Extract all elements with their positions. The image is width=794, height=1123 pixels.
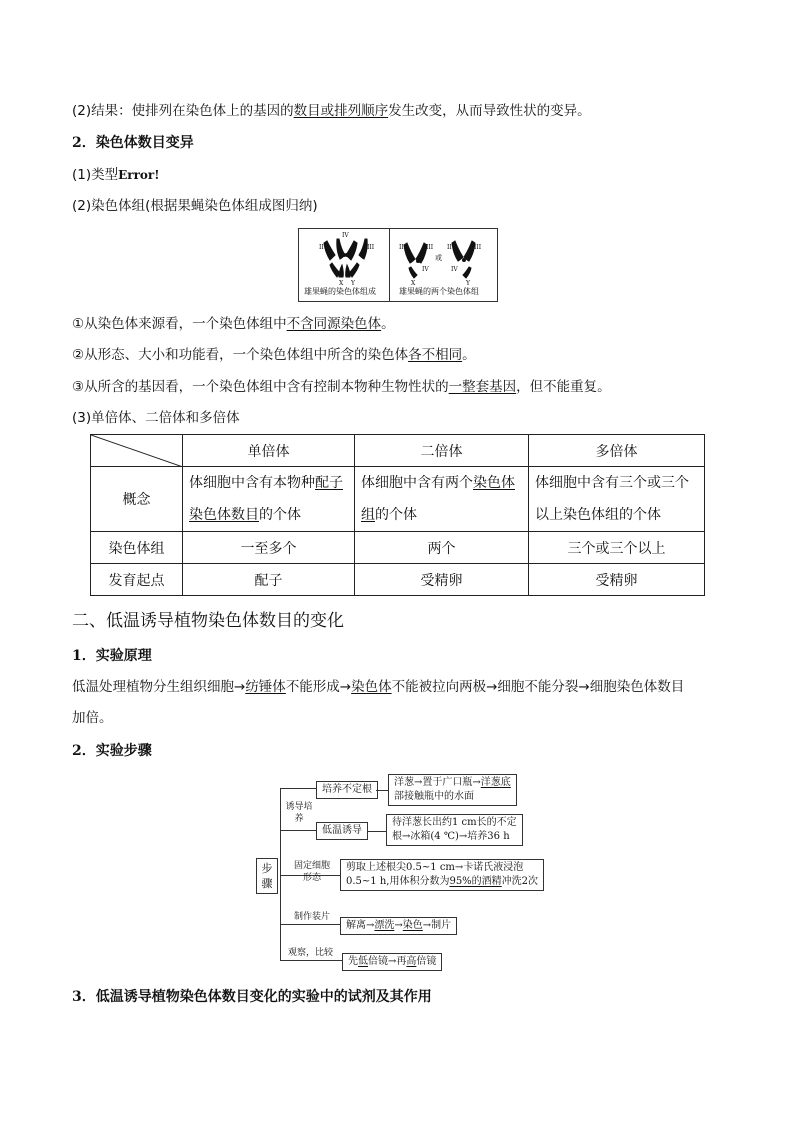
label-IV-left: IV xyxy=(342,232,349,239)
b4-text-u2: 染色 xyxy=(402,920,423,931)
b3-text-u: 95%的酒精 xyxy=(449,876,502,887)
diploid-concept-b: 的个体 xyxy=(375,507,417,523)
b1-box: 培养不定根 xyxy=(316,781,378,799)
point-1-suffix: 。 xyxy=(381,316,395,332)
diploid-concept-u2: 组 xyxy=(361,507,375,523)
point-3-suffix: ，但不能重复。 xyxy=(516,379,611,395)
principle-c: 不能被拉向两极→细胞不能分裂→细胞染色体数目 xyxy=(391,679,685,695)
ploidy-table xyxy=(90,434,705,596)
table-row xyxy=(91,532,705,564)
cell: 受精卵 xyxy=(355,564,529,596)
haploid-concept-b: 的个体 xyxy=(259,507,301,523)
label-X-right1: X xyxy=(411,280,416,287)
diploid-concept-a: 体细胞中含有两个 xyxy=(361,475,473,491)
b4-text-c: →制片 xyxy=(422,920,452,931)
b2-text-box xyxy=(386,814,523,846)
cell-haploid-concept xyxy=(183,467,355,532)
principle-a: 低温处理植物分生组织细胞→ xyxy=(72,679,246,695)
table-row xyxy=(91,467,705,532)
row-label-concept: 概念 xyxy=(91,467,183,532)
label-IV-right1: IV xyxy=(422,266,429,273)
table-header-row xyxy=(91,435,705,467)
polyploid-concept-a: 体细胞中含有三个或三个 xyxy=(535,475,689,491)
fruit-fly-chromosome-figure xyxy=(298,228,498,302)
point-2 xyxy=(72,345,476,365)
haploid-concept-u2: 染色体数目 xyxy=(189,507,259,523)
point-2-suffix: 。 xyxy=(462,347,476,363)
item-3: (3)单倍体、二倍体和多倍体 xyxy=(72,410,240,426)
point-3-underlined: 一整套基因 xyxy=(448,379,517,395)
b3-text-line1: 剪取上述根尖0.5~1 cm→卡诺氏液浸泡 xyxy=(346,862,524,873)
b4-text-u1: 漂洗 xyxy=(374,920,395,931)
haploid-concept-a: 体细胞中含有本物种 xyxy=(189,475,315,491)
cell: 一至多个 xyxy=(183,532,355,564)
b2-text-line1: 待洋葱长出约1 cm长的不定 xyxy=(392,817,517,828)
branch-observe-line xyxy=(280,960,342,961)
fix-label: 固定细胞形态 xyxy=(293,861,330,883)
result-prefix: (2)结果：使排列在染色体上的基因的 xyxy=(72,103,294,119)
principle-line-1 xyxy=(72,677,684,697)
label-III-right2: III xyxy=(474,244,482,251)
right-caption: 雄果蝇的两个染色体组 xyxy=(399,287,479,296)
b1-text-u: 洋葱底 xyxy=(480,777,511,788)
row-label-origin: 发育起点 xyxy=(91,564,183,596)
principle-line-2: 加倍。 xyxy=(72,710,113,726)
b4-text-box xyxy=(340,917,457,935)
label-X-left: X xyxy=(339,280,344,287)
result-suffix: 发生改变，从而导致性状的变异。 xyxy=(388,103,591,119)
point-1 xyxy=(72,314,395,334)
header-diploid: 二倍体 xyxy=(355,435,529,467)
table-row xyxy=(91,564,705,596)
b4-text-b: → xyxy=(394,920,403,931)
cell: 两个 xyxy=(355,532,529,564)
section-b-title: 二、低温诱导植物染色体数目的变化 xyxy=(72,611,344,631)
b3-text-a: 0.5~1 h,用体积分数为 xyxy=(346,876,450,887)
label-IV-right2: IV xyxy=(451,266,458,273)
item-1 xyxy=(72,165,160,185)
b5-text-box xyxy=(342,953,442,971)
steps-title: 2．实验步骤 xyxy=(72,743,152,759)
make-label: 制作装片 xyxy=(294,912,331,922)
b1-text-box xyxy=(388,774,517,806)
point-2-underlined: 各不相同 xyxy=(408,347,463,363)
diagonal-corner-cell xyxy=(91,435,183,467)
cell: 受精卵 xyxy=(529,564,705,596)
item-1-prefix: (1)类型 xyxy=(72,167,119,183)
b3-text-b: 冲洗2次 xyxy=(501,876,539,887)
row-label-chromosome-set: 染色体组 xyxy=(91,532,183,564)
branch-b2-line xyxy=(280,830,316,831)
diploid-concept-u1: 染色体 xyxy=(473,475,515,491)
induce-label: 诱导培养 xyxy=(285,802,313,824)
header-haploid: 单倍体 xyxy=(183,435,355,467)
cell-diploid-concept xyxy=(355,467,529,532)
haploid-concept-u1: 配子 xyxy=(315,475,343,491)
result-line xyxy=(72,101,591,121)
b2-box: 低温诱导 xyxy=(316,822,368,840)
diagonal-line xyxy=(91,435,183,467)
label-II-right2: II xyxy=(447,244,452,251)
cell: 配子 xyxy=(183,564,355,596)
error-text: Error! xyxy=(118,168,160,182)
branch-b1-line xyxy=(280,788,316,789)
item-2: (2)染色体组(根据果蝇染色体组成图归纳) xyxy=(72,198,318,214)
header-polyploid: 多倍体 xyxy=(529,435,705,467)
b2-text-line2: 根→冰箱(4 ℃)→培养36 h xyxy=(392,831,510,842)
point-2-prefix: ②从形态、大小和功能看，一个染色体组中所含的染色体 xyxy=(72,347,409,363)
label-II-right1: II xyxy=(399,244,404,251)
b5-text-u1: 低 xyxy=(358,956,368,967)
trunk-line xyxy=(280,788,281,960)
polyploid-concept-b: 以上染色体组的个体 xyxy=(535,507,661,523)
label-II-left: II xyxy=(319,244,324,251)
b1-text-line2: 部接触瓶中的水面 xyxy=(394,791,474,802)
label-Y-right2: Y xyxy=(466,280,470,287)
section-3-title: 3．低温诱导植物染色体数目变化的实验中的试剂及其作用 xyxy=(72,989,432,1005)
point-1-prefix: ①从染色体来源看，一个染色体组中 xyxy=(72,316,287,332)
b4-text-a: 解离→ xyxy=(346,920,375,931)
b5-text-a: 先 xyxy=(348,956,358,967)
principle-b: 不能形成→ xyxy=(285,679,352,695)
b2-connector xyxy=(368,831,386,832)
b1-text-a: 洋葱→置于广口瓶→ xyxy=(394,777,481,788)
result-underlined: 数目或排列顺序 xyxy=(293,103,389,119)
or-text: 或 xyxy=(435,254,442,262)
section-2-title: 2．染色体数目变异 xyxy=(72,135,194,151)
steps-root-box: 步骤 xyxy=(256,858,278,894)
b5-text-u2: 高 xyxy=(406,956,417,967)
branch-make-line xyxy=(280,924,340,925)
cell-polyploid-concept xyxy=(529,467,705,532)
observe-label: 观察，比较 xyxy=(288,948,334,958)
left-caption: 雄果蝇的染色体组成 xyxy=(304,287,376,296)
point-1-underlined: 不含同源染色体 xyxy=(286,316,382,332)
b3-text-box xyxy=(340,859,544,891)
principle-u1: 纺锤体 xyxy=(245,679,286,695)
b1-connector xyxy=(376,790,388,791)
label-Y-left: Y xyxy=(351,280,355,287)
label-III-right1: III xyxy=(426,244,434,251)
principle-u2: 染色体 xyxy=(351,679,392,695)
point-3-prefix: ③从所含的基因看，一个染色体组中含有控制本物种生物性状的 xyxy=(72,379,449,395)
b5-text-c: 倍镜 xyxy=(416,956,437,967)
b5-text-b: 倍镜→再 xyxy=(368,956,407,967)
label-III-left: III xyxy=(367,244,375,251)
point-3 xyxy=(72,377,611,397)
principle-title: 1．实验原理 xyxy=(72,648,152,664)
cell: 三个或三个以上 xyxy=(529,532,705,564)
